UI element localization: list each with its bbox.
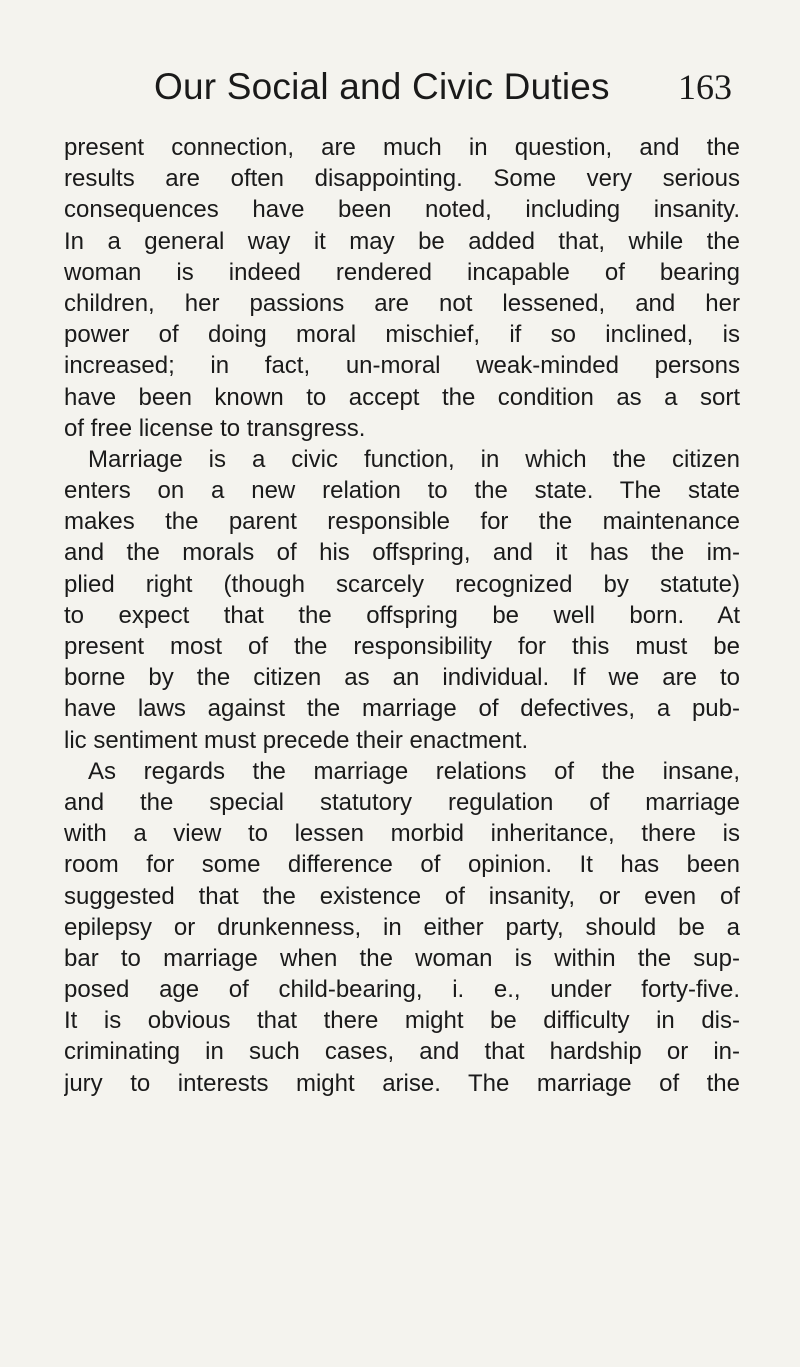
paragraph-first-line: As regards the marriage relations of the insane, [88,757,740,785]
body-text [64,132,740,1099]
text-line: to expect that the offspring be well born. At [64,601,740,629]
text-line: suggested that the existence of insanity, or even of [64,882,740,910]
text-line: results are often disappointing. Some very serious [64,165,740,193]
text-line: of free license to transgress. [64,414,366,442]
text-line: woman is indeed rendered incapable of bearing [64,258,740,286]
text-line: and the special statutory regulation of marriage [64,788,740,816]
text-line: consequences have been noted, including insanity. [64,196,740,224]
text-line: have laws against the marriage of defectives, a pub- [64,695,740,723]
text-line: power of doing moral mischief, if so inclined, is [64,321,740,349]
text-line: present most of the responsibility for this must be [64,633,740,660]
text-line: epilepsy or drunkenness, in either party, should be a [64,913,740,941]
text-line: increased; in fact, un-moral weak-minded persons [64,352,740,380]
text-line: posed age of child-bearing, i. e., under forty-five. [64,976,740,1004]
text-line: borne by the citizen as an individual. If we are to [64,664,740,692]
text-line: It is obvious that there might be difficulty in dis- [64,1007,740,1035]
text-line: criminating in such cases, and that hardship or in- [64,1038,740,1066]
text-line: lic sentiment must precede their enactment. [64,726,529,754]
text-line: children, her passions are not lessened, and her [64,289,740,317]
text-line: have been known to accept the condition as a sort [64,383,740,411]
text-line: plied right (though scarcely recognized by statute) [64,570,740,598]
text-line: present connection, are much in question, and the [64,134,740,161]
text-line: In a general way it may be added that, while the [64,227,740,255]
page-number: 163 [678,67,732,107]
text-line: bar to marriage when the woman is within the sup- [64,944,740,972]
text-line: makes the parent responsible for the maintenance [64,508,740,536]
paragraph-first-line: Marriage is a civic function, in which the citizen [88,445,740,473]
text-line: room for some difference of opinion. It has been [64,851,740,879]
text-line: jury to interests might arise. The marriage of the [64,1069,740,1097]
text-line: with a view to lessen morbid inheritance, there is [64,820,740,848]
running-head [64,62,740,112]
text-line: and the morals of his offspring, and it has the im- [64,539,740,567]
running-title: Our Social and Civic Duties [154,66,610,107]
text-line: enters on a new relation to the state. The state [64,477,740,505]
